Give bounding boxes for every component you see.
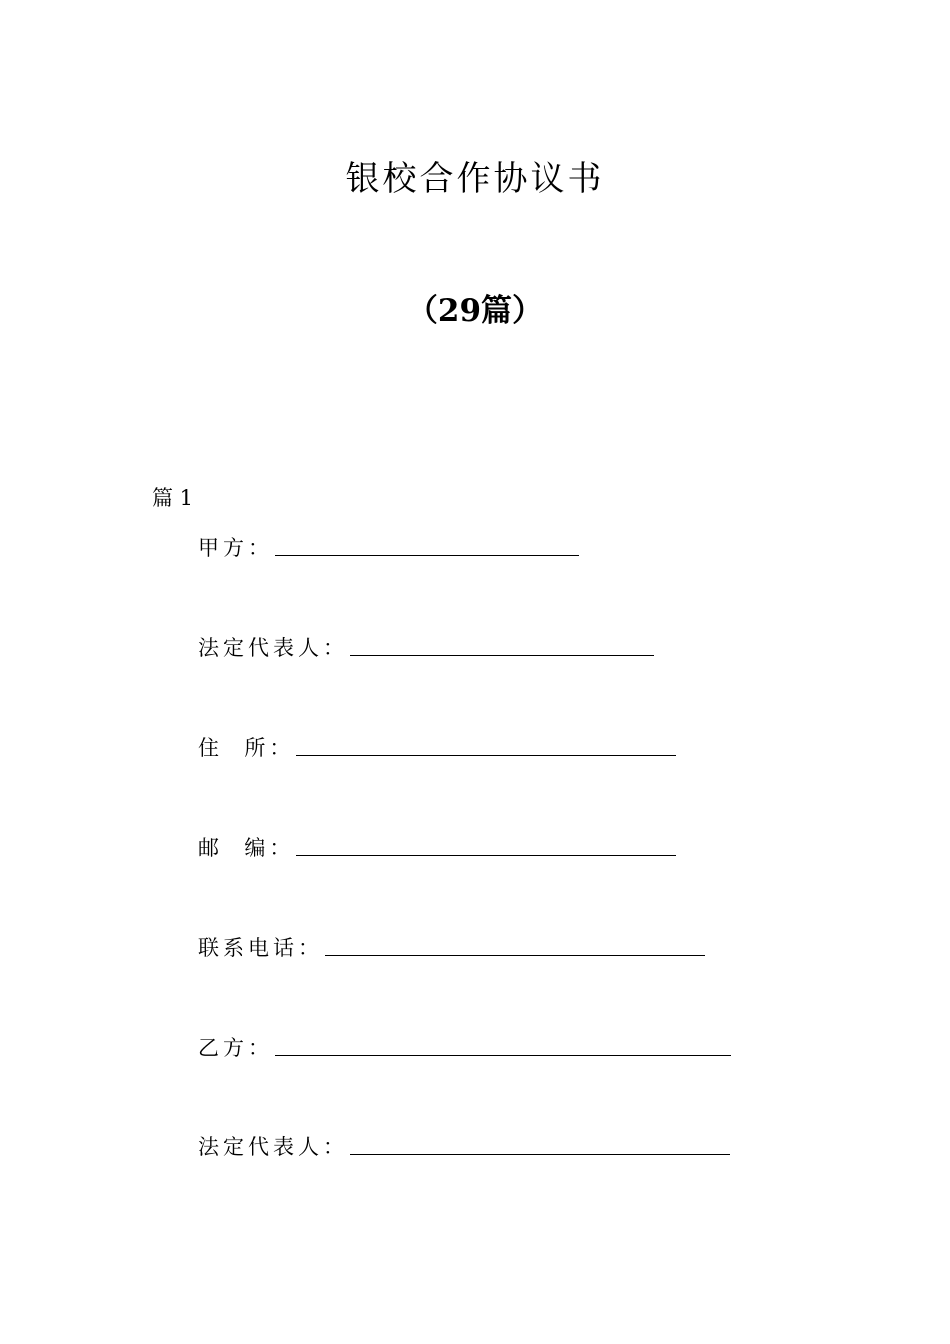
party-a-representative-field xyxy=(198,632,654,662)
party-b-representative-blank xyxy=(350,1154,730,1155)
party-a-address-label: 住 所： xyxy=(198,736,295,760)
party-a-field xyxy=(198,532,579,562)
party-a-label: 甲方： xyxy=(198,536,273,560)
document-subtitle: （29篇） xyxy=(406,293,544,329)
party-a-phone-field xyxy=(198,932,705,962)
party-a-representative-blank xyxy=(350,655,654,656)
party-b-representative-field xyxy=(198,1131,730,1161)
party-a-address-blank xyxy=(296,755,676,756)
party-a-phone-blank xyxy=(325,955,705,956)
party-a-phone-label: 联系电话： xyxy=(198,936,323,960)
party-a-postcode-field xyxy=(198,832,676,862)
party-b-representative-label: 法定代表人： xyxy=(198,1135,348,1159)
party-b-blank xyxy=(275,1055,731,1056)
party-a-address-field xyxy=(198,732,676,762)
party-b-label: 乙方： xyxy=(198,1036,273,1060)
party-b-field xyxy=(198,1032,731,1062)
section-label: 篇 1 xyxy=(152,486,194,510)
party-a-blank xyxy=(275,555,579,556)
party-a-postcode-blank xyxy=(296,855,676,856)
party-a-representative-label: 法定代表人： xyxy=(198,636,348,660)
document-title: 银校合作协议书 xyxy=(345,159,605,199)
party-a-postcode-label: 邮 编： xyxy=(198,836,295,860)
